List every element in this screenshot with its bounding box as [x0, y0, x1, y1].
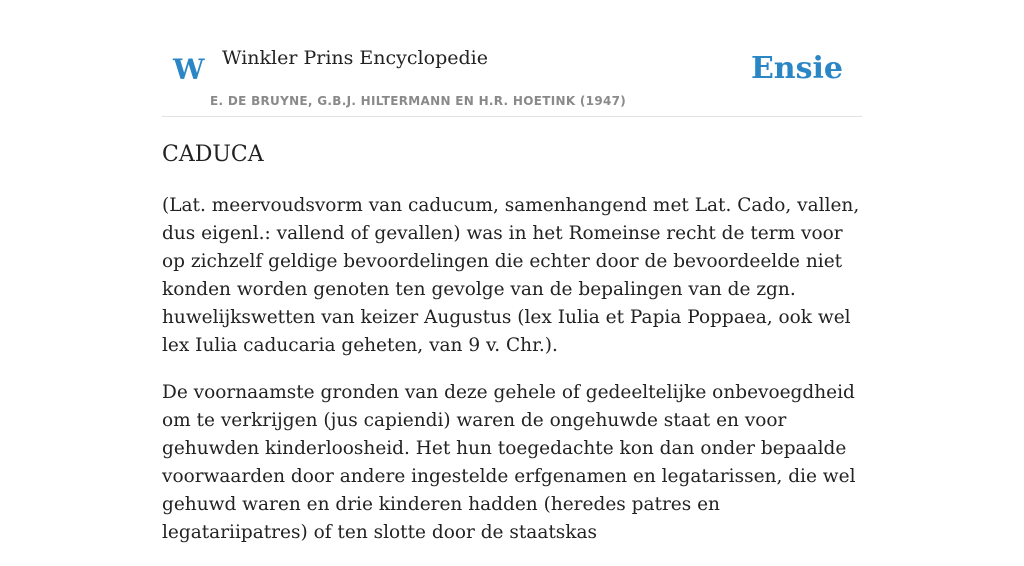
site-header: [162, 0, 862, 117]
publication-title[interactable]: Winkler Prins Encyclopedie: [222, 47, 488, 69]
paragraph: (Lat. meervoudsvorm van caducum, samenhangend met Lat. Cado, vallen, dus eigenl.: vallend of gevallen) was in het Romeinse recht de term voor op zichzelf geldige bevoordelingen die echter door de bevoordeelde niet konden worden genoten ten gevolge van de bepalingen van de zgn. huwelijkswetten van keizer Augustus (lex Iulia et Papia Poppaea, ook wel lex Iulia caducaria geheten, van 9 v. Chr.).: [162, 195, 860, 356]
paragraph: De voornaamste gronden van deze gehele of gedeeltelijke onbevoegdheid om te verkrijgen (jus capiendi) waren de ongehuwde staat en voor gehuwden kinderloosheid. Het hun toegedachte kon dan onder bepaalde voorwaarden door andere ingestelde erfgenamen en legatarissen, die wel gehuwd waren en drie kinderen hadden (heredes patres en legatariipatres) of ten slotte door de staatskas: [162, 382, 856, 543]
publication-logo[interactable]: W: [173, 53, 205, 86]
ensie-logo[interactable]: Ensie: [750, 51, 843, 86]
entry-title: CADUCA: [162, 142, 264, 167]
publication-authors: E. DE BRUYNE, G.B.J. HILTERMANN EN H.R. HOETINK (1947): [210, 94, 627, 108]
entry-body: [162, 192, 862, 566]
